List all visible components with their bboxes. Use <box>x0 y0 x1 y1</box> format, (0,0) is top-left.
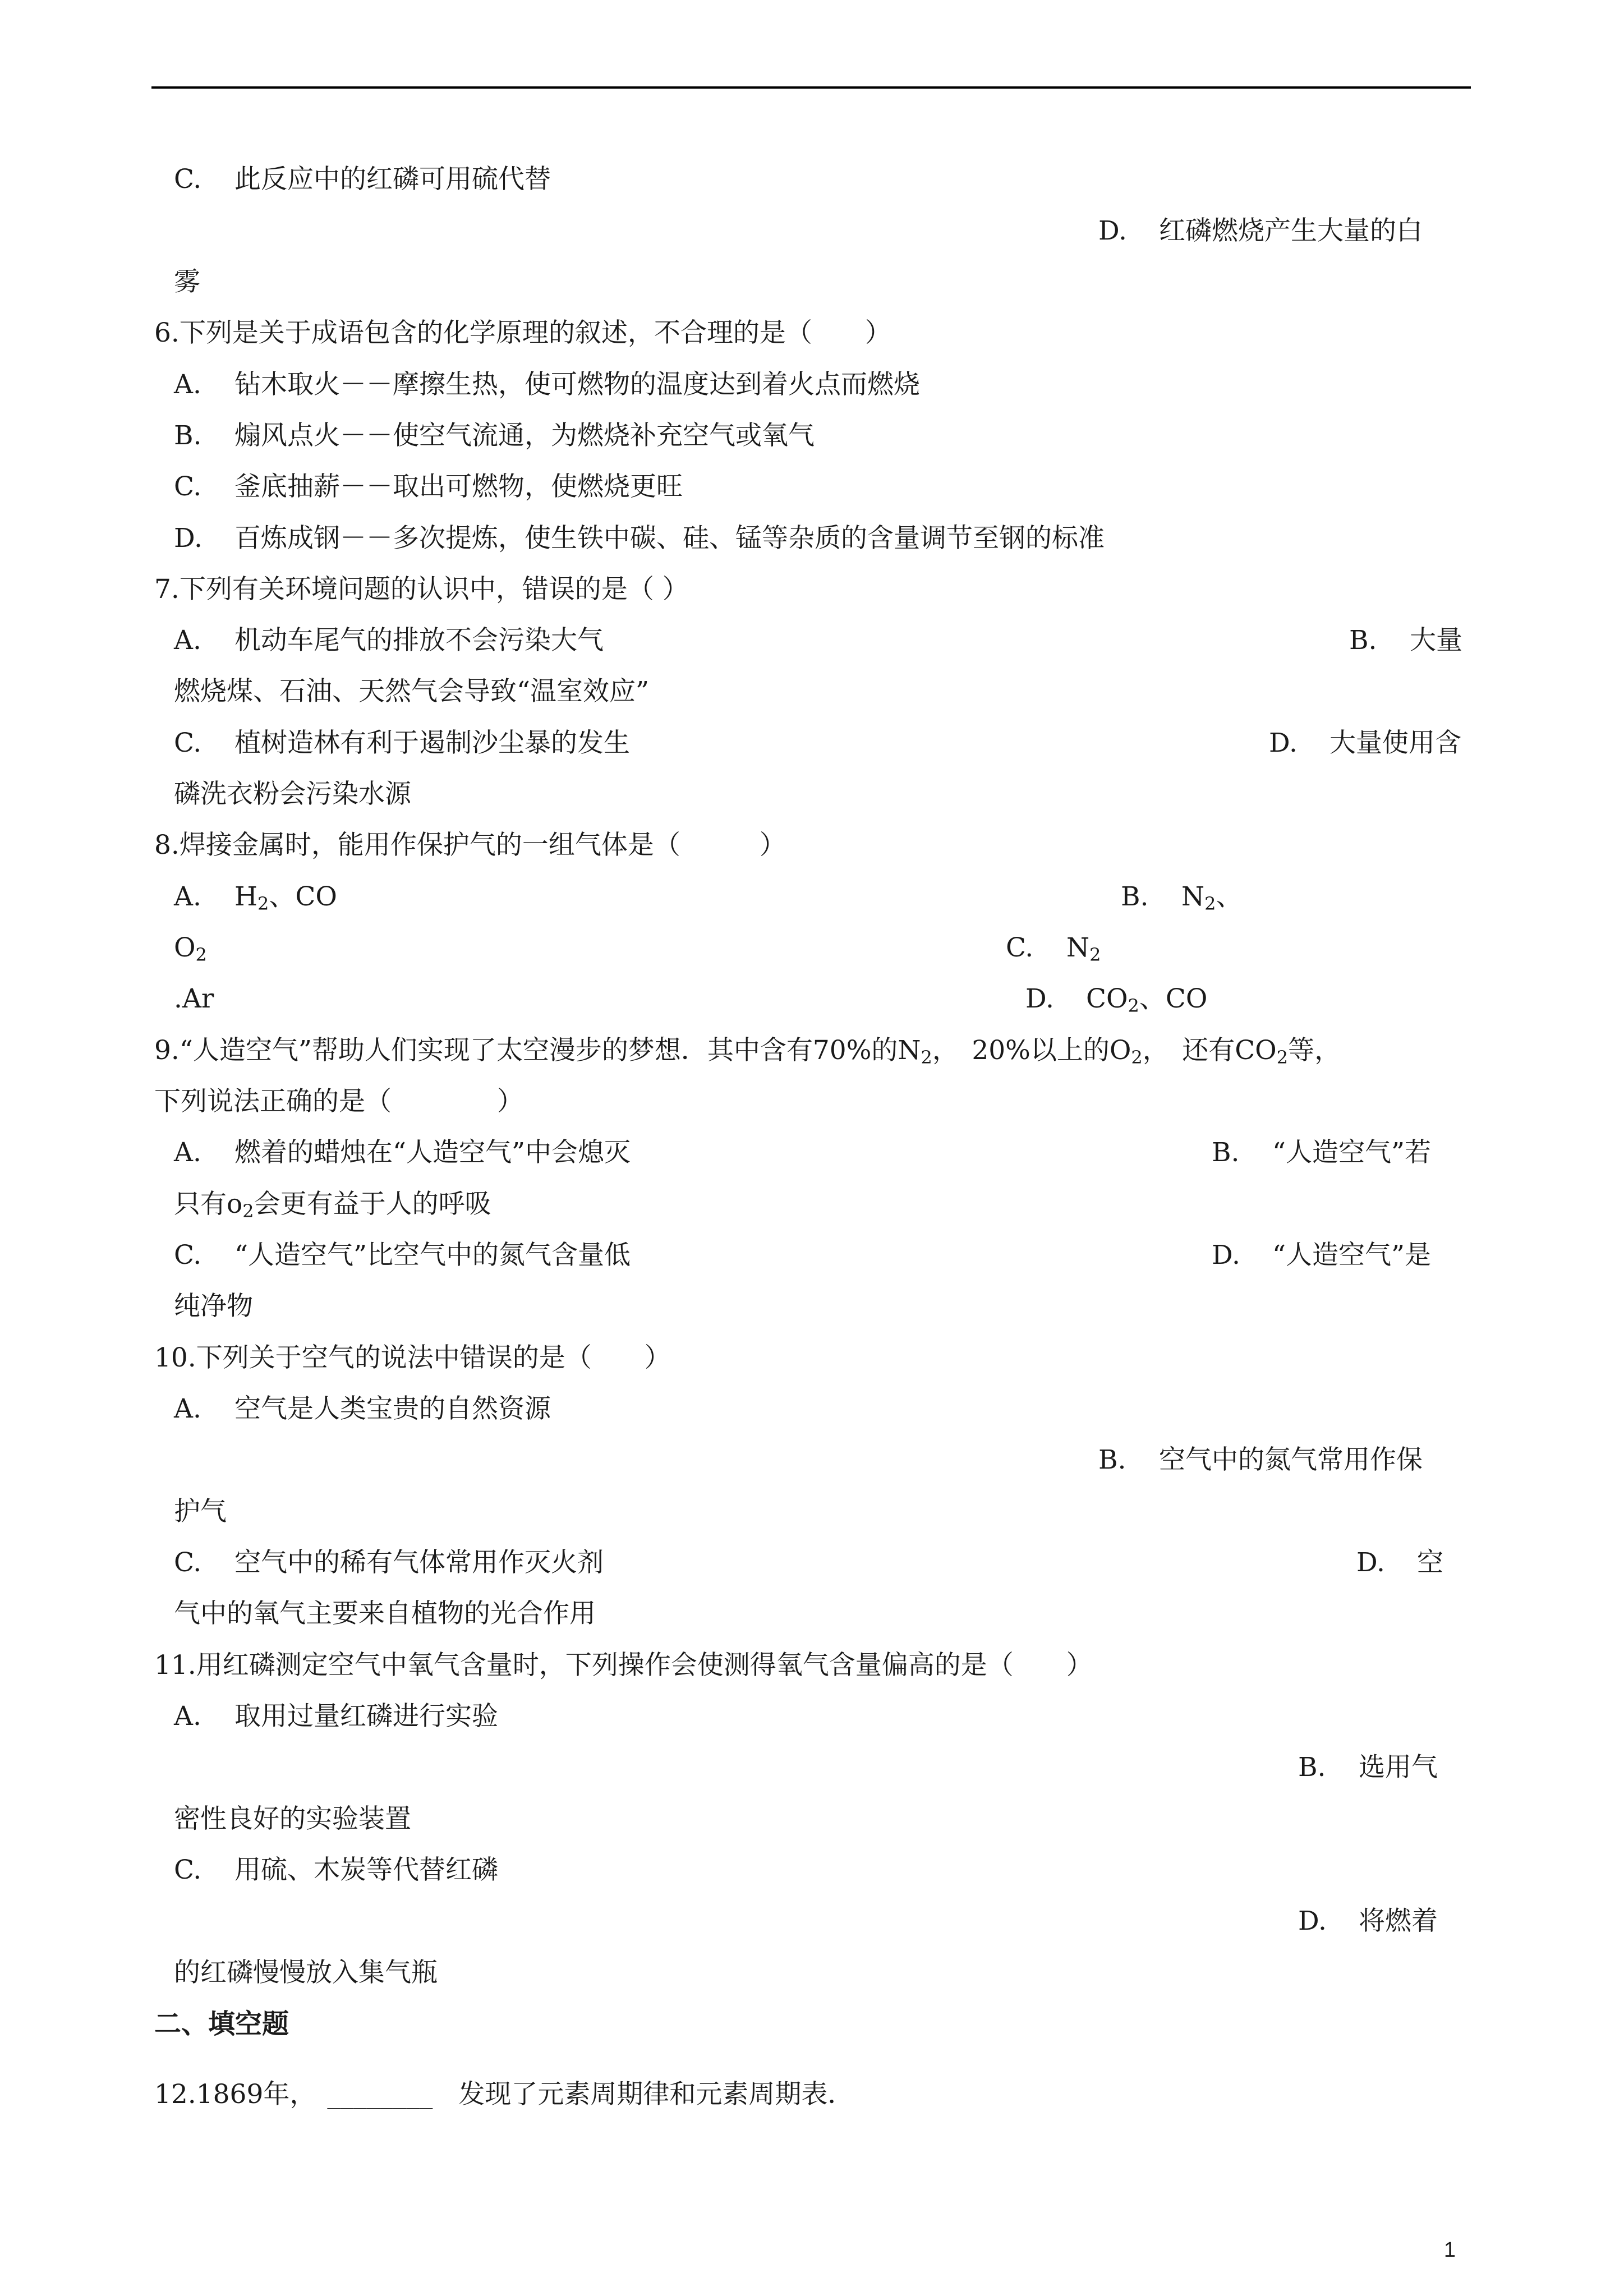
header-rule <box>151 86 1471 89</box>
q7-option-c: C. 植树造林有利于遏制沙尘暴的发生 <box>174 728 630 758</box>
q8-option-c-wrap: .Ar <box>174 983 214 1014</box>
q7-stem: 7.下列有关环境问题的认识中，错误的是（ ） <box>154 574 689 605</box>
q12-stem: 12.1869年， ________ 发现了元素周期律和元素周期表． <box>154 2078 854 2111</box>
q8-option-a: A. $H_2$、CO <box>174 881 337 914</box>
q11-option-d-wrap: 的红磷慢慢放入集气瓶 <box>174 1957 438 1988</box>
q11-option-b: B. 选用气 <box>1298 1752 1438 1783</box>
section-heading: 二、填空题 <box>154 2008 289 2040</box>
q5-option-d-wrap: 雾 <box>174 266 200 297</box>
q10-option-a: A. 空气是人类宝贵的自然资源 <box>174 1393 551 1424</box>
q6-stem: 6.下列是关于成语包含的化学原理的叙述，不合理的是（ ） <box>154 318 891 348</box>
q8-option-b-wrap: $O_2$ <box>174 932 207 965</box>
q8-stem: 8.焊接金属时，能用作保护气的一组气体是（ ） <box>154 830 786 861</box>
q9-option-b: B. “人造空气”若 <box>1212 1137 1432 1168</box>
q5-option-d: D. 红磷燃烧产生大量的白 <box>1098 215 1423 246</box>
q6-option-d: D. 百炼成钢－－多次提炼，使生铁中碳、硅、锰等杂质的含量调节至钢的标准 <box>174 523 1105 554</box>
q12-answer-blank: ________ <box>327 2079 433 2110</box>
q5-option-c: C. 此反应中的红磷可用硫代替 <box>174 164 551 195</box>
q6-option-a: A. 钻木取火－－摩擦生热，使可燃物的温度达到着火点而燃烧 <box>174 369 920 400</box>
q7-option-d: D. 大量使用含 <box>1269 728 1461 758</box>
q8-option-c: C. $N_2$ <box>1006 932 1101 965</box>
q8-option-d: D. $CO_2$、CO <box>1025 983 1208 1016</box>
q6-option-b: B. 煽风点火－－使空气流通，为燃烧补充空气或氧气 <box>174 420 815 451</box>
q9-stem: 9.“人造空气”帮助人们实现了太空漫步的梦想．其中含有70%的$N_2$， 20%以上的$O_2$， 还有$CO_2$等， <box>154 1035 1341 1068</box>
q7-option-d-wrap: 磷洗衣粉会污染水源 <box>174 779 411 809</box>
q9-option-c: C. “人造空气”比空气中的氮气含量低 <box>174 1240 631 1271</box>
q9-option-d-wrap: 纯净物 <box>174 1291 253 1322</box>
q11-option-a: A. 取用过量红磷进行实验 <box>174 1701 498 1732</box>
q9-stem-line2: 下列说法正确的是（ ） <box>154 1086 523 1117</box>
q7-option-b: B. 大量 <box>1349 625 1462 656</box>
q10-option-b: B. 空气中的氮气常用作保 <box>1098 1444 1423 1475</box>
q7-option-a: A. 机动车尾气的排放不会污染大气 <box>174 625 604 656</box>
q10-option-d: D. 空 <box>1356 1547 1443 1578</box>
q11-option-d: D. 将燃着 <box>1298 1906 1438 1936</box>
page-number: 1 <box>1443 2238 1456 2262</box>
q9-option-b-wrap: 只有$o_2$会更有益于人的呼吸 <box>174 1189 491 1222</box>
q10-option-c: C. 空气中的稀有气体常用作灭火剂 <box>174 1547 604 1578</box>
q11-option-c: C. 用硫、木炭等代替红磷 <box>174 1855 498 1885</box>
q11-option-b-wrap: 密性良好的实验装置 <box>174 1803 411 1834</box>
q10-option-b-wrap: 护气 <box>174 1496 227 1527</box>
q9-option-d: D. “人造空气”是 <box>1212 1240 1432 1271</box>
q10-stem: 10.下列关于空气的说法中错误的是（ ） <box>154 1342 671 1373</box>
q8-option-b: B. $N_2$、 <box>1121 881 1243 914</box>
q6-option-c: C. 釜底抽薪－－取出可燃物，使燃烧更旺 <box>174 471 683 502</box>
q9-option-a: A. 燃着的蜡烛在“人造空气”中会熄灭 <box>174 1137 631 1168</box>
q10-option-d-wrap: 气中的氧气主要来自植物的光合作用 <box>174 1598 596 1629</box>
q7-option-b-wrap: 燃烧煤、石油、天然气会导致“温室效应” <box>174 676 650 707</box>
q11-stem: 11.用红磷测定空气中氧气含量时，下列操作会使测得氧气含量偏高的是（ ） <box>154 1650 1093 1681</box>
